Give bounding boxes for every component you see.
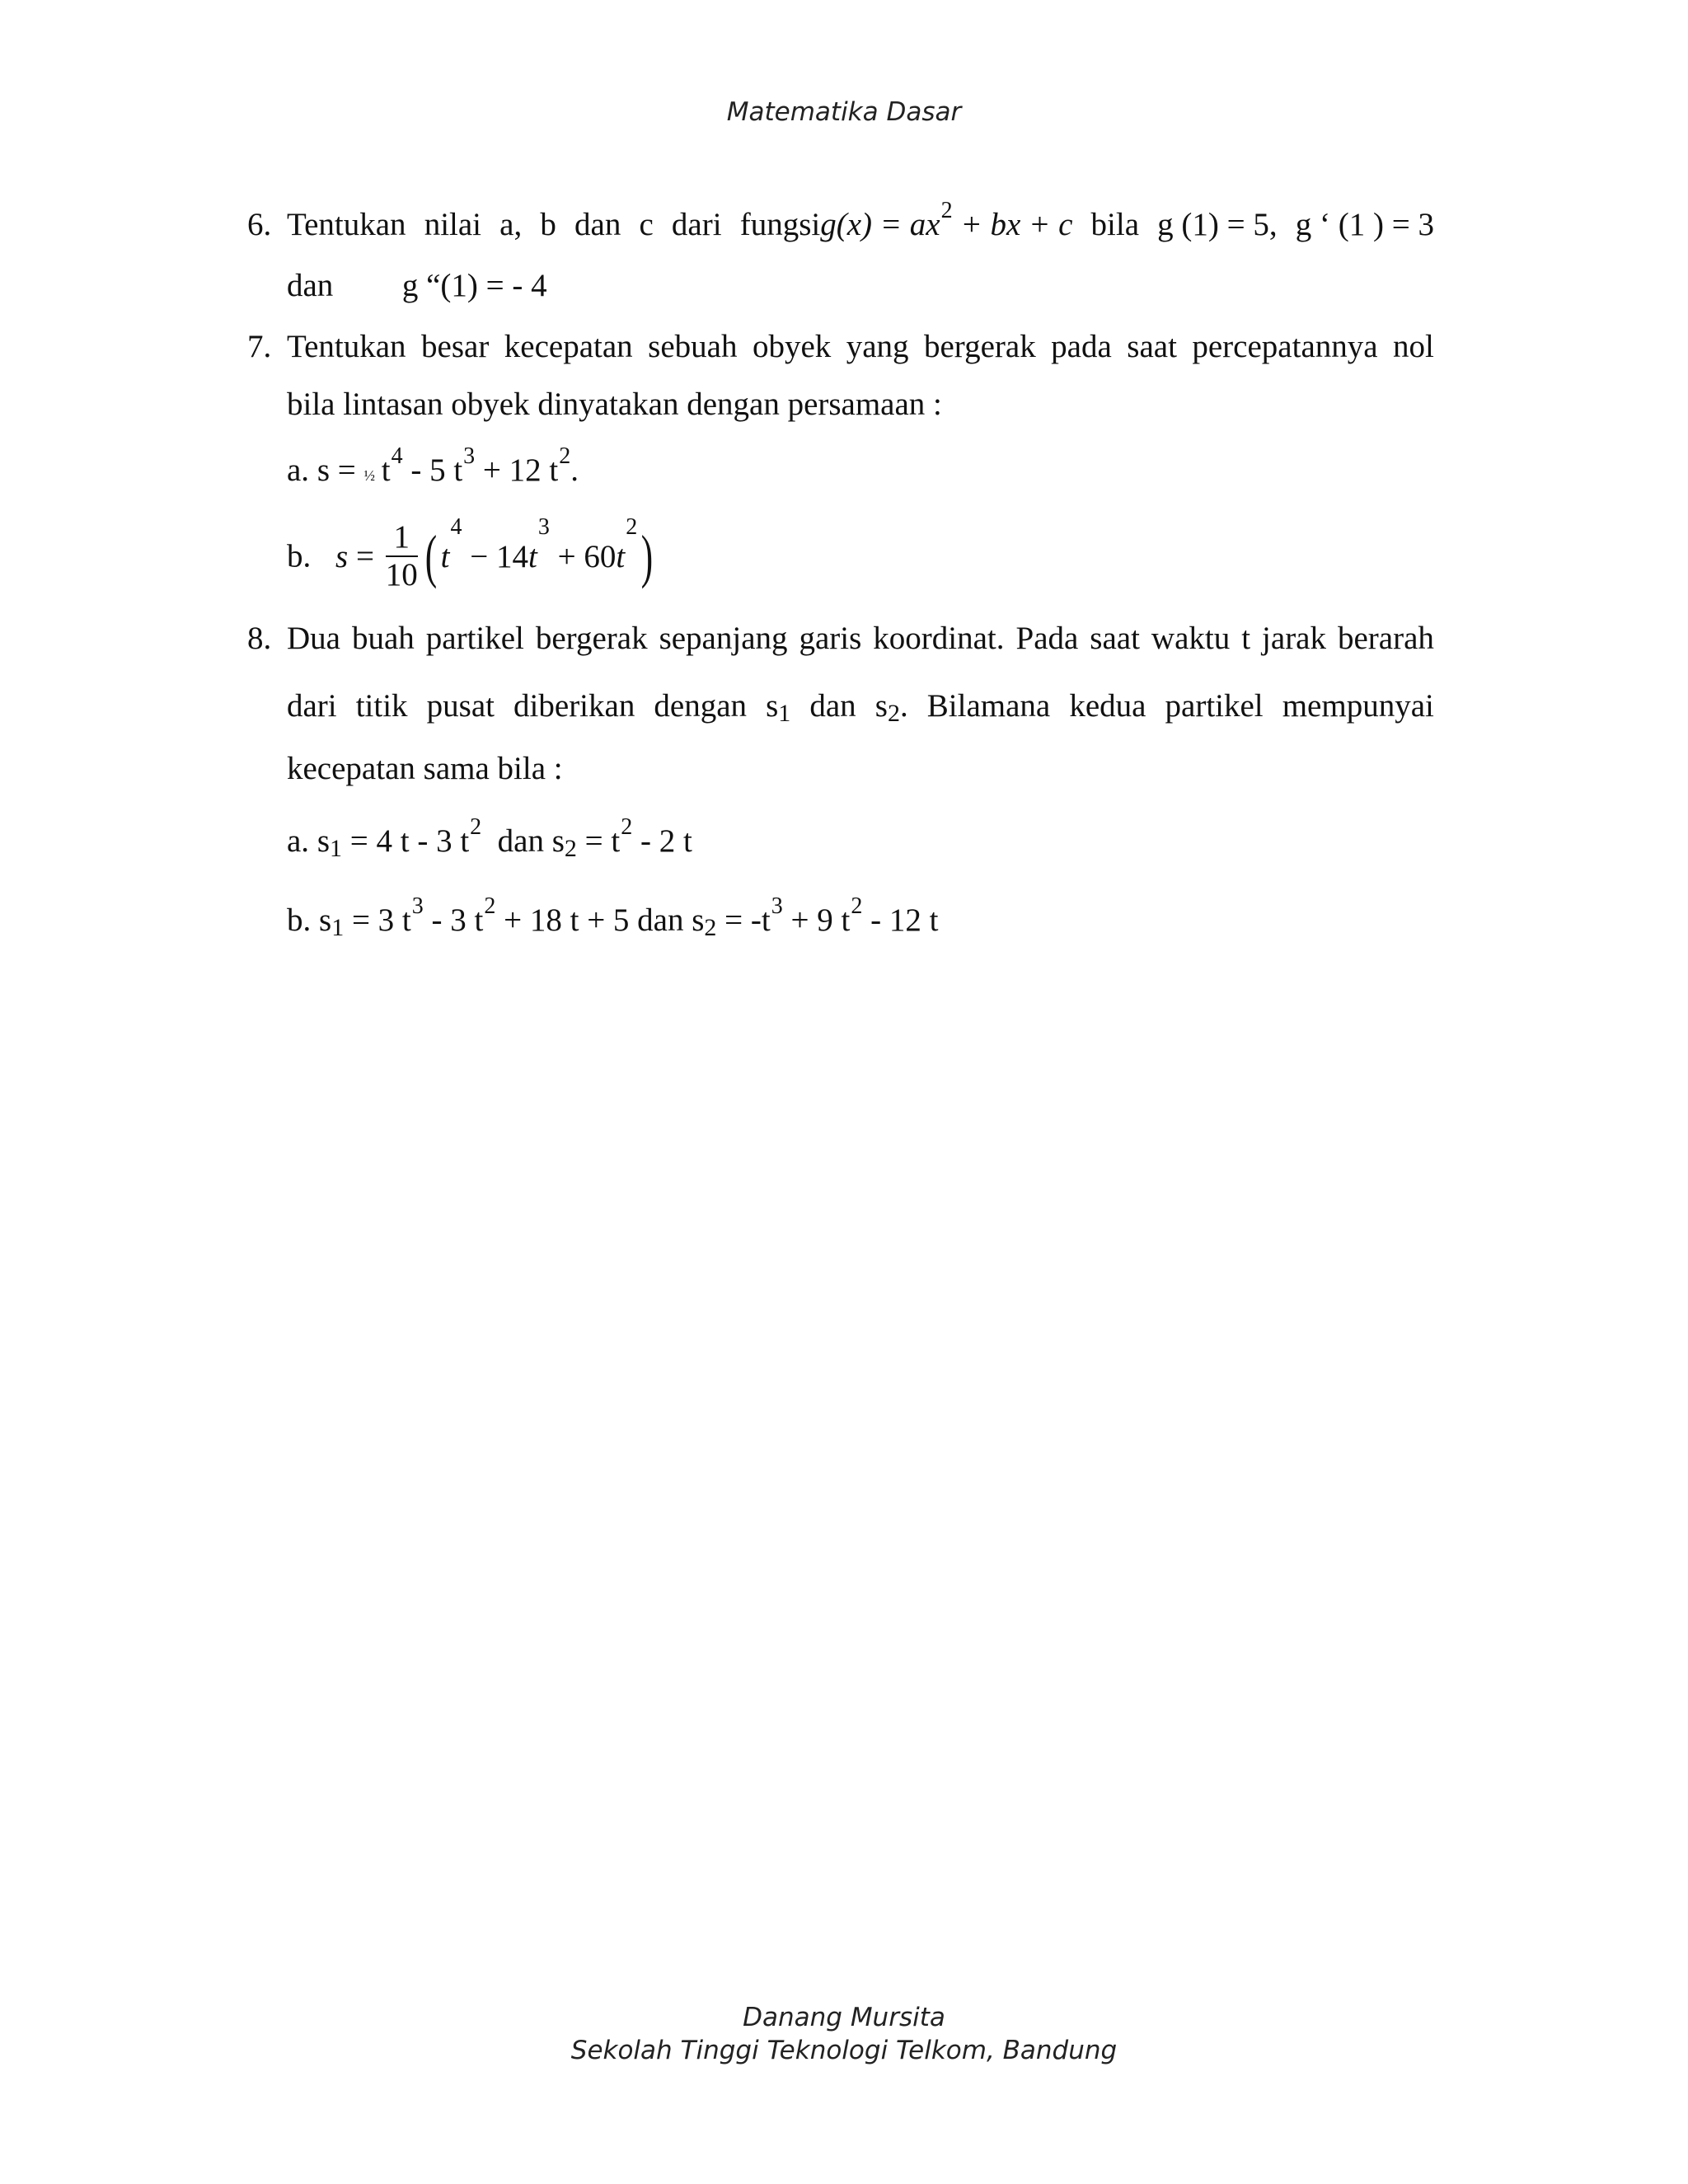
problem-8a: [287, 814, 692, 862]
problem-8-line-3: kecepatan sama bila :: [287, 751, 563, 786]
item-label: b.: [287, 538, 312, 574]
math-text: + 18 t + 5 dan s: [495, 902, 705, 938]
word: dan: [574, 207, 621, 242]
subscript: 1: [331, 914, 345, 941]
word: bergerak: [924, 329, 1036, 364]
word: nol: [1393, 329, 1434, 364]
word: bergerak: [535, 621, 648, 656]
problem-8-line-2: [287, 687, 1434, 727]
math-text: - 2 t: [632, 823, 692, 859]
word: percepatannya: [1192, 329, 1378, 364]
exponent: 4: [391, 443, 403, 469]
problem-6-line-1: [287, 198, 1434, 243]
exponent: 2: [626, 513, 638, 540]
math-text: =: [348, 538, 382, 574]
math-fx-rest: + bx + c: [952, 207, 1073, 242]
footer-author: Danang Mursita: [743, 2003, 945, 2032]
math-var: s: [335, 538, 349, 574]
fraction-numerator: 1: [386, 519, 418, 557]
exponent: 4: [450, 513, 462, 540]
item-label: a.: [287, 452, 310, 488]
math-var: s: [319, 902, 332, 938]
math-text: t: [373, 452, 391, 488]
exponent: 3: [411, 893, 424, 919]
left-paren: (: [424, 523, 437, 589]
word: jarak: [1262, 621, 1326, 656]
exponent: 3: [463, 443, 476, 469]
math-text: dan s: [481, 823, 565, 859]
subscript: 2: [887, 700, 900, 727]
problem-7-line-1: [287, 328, 1434, 365]
math-var: s: [766, 688, 779, 724]
math-text: s =: [316, 452, 364, 488]
math-text: + 12 t: [475, 452, 559, 488]
math-var: s: [316, 823, 330, 859]
page-header: Matematika Dasar: [726, 97, 962, 127]
math-text: - 12 t: [862, 902, 939, 938]
word: pada: [1051, 329, 1112, 364]
math-text: = 4 t - 3 t: [342, 823, 470, 859]
condition-text: g “(1) = - 4: [401, 268, 547, 303]
polynomial: [440, 513, 638, 574]
problem-number: 7.: [247, 329, 272, 364]
math-var: t: [440, 538, 450, 574]
word: dengan: [654, 688, 748, 724]
subscript: 1: [330, 835, 342, 862]
function-expression: [739, 198, 1073, 243]
word: g (1) = 5,: [1157, 207, 1278, 242]
math-text: .: [570, 452, 579, 488]
item-label: a.: [287, 823, 310, 859]
word: c: [639, 207, 654, 242]
exponent: 2: [621, 814, 633, 840]
word: obyek: [752, 329, 832, 364]
math-text: - 3 t: [423, 902, 484, 938]
word: a,: [499, 207, 523, 242]
subscript: 2: [704, 914, 717, 941]
word: titik: [355, 688, 408, 724]
math-fx: g(x) = ax: [820, 207, 940, 242]
word: Dua: [287, 621, 340, 656]
word: nilai: [424, 207, 482, 242]
word: dari: [671, 207, 722, 242]
word: waktu: [1151, 621, 1231, 656]
math-text: = 3 t: [344, 902, 411, 938]
word: Tentukan: [287, 329, 406, 364]
word: Bilamana: [926, 688, 1051, 724]
problem-number: 6.: [247, 207, 272, 242]
problem-6-line-2: [287, 267, 547, 304]
math-text: + 9 t: [782, 902, 851, 938]
word: dan: [809, 688, 856, 724]
s1-symbol: [766, 687, 791, 727]
word: kedua: [1069, 688, 1146, 724]
word: sepanjang: [659, 621, 788, 656]
exponent: 2: [940, 198, 953, 223]
word: garis: [799, 621, 862, 656]
word: partikel: [1165, 688, 1264, 724]
word: saat: [1090, 621, 1140, 656]
footer-institution: Sekolah Tinggi Teknologi Telkom, Bandung: [570, 2036, 1118, 2065]
problem-number: 8.: [247, 621, 272, 656]
word: fungsi: [739, 207, 821, 242]
math-text: − 14: [462, 538, 529, 574]
math-text: = -t: [716, 902, 771, 938]
math-text: - 5 t: [402, 452, 463, 488]
exponent: 3: [771, 893, 783, 919]
word: bila: [1090, 207, 1140, 242]
exponent: 3: [537, 513, 550, 540]
word: Tentukan: [287, 207, 406, 242]
problem-7-line-2: bila lintasan obyek dinyatakan dengan persamaan :: [287, 387, 942, 422]
word: dari: [287, 688, 337, 724]
problem-7b: [287, 513, 657, 593]
right-paren: ): [641, 523, 654, 589]
s2-symbol: [874, 687, 908, 727]
word: t: [1241, 621, 1251, 656]
page-footer: [0, 2001, 1688, 2067]
problem-8-line-1: [287, 620, 1434, 657]
word: koordinat.: [873, 621, 1005, 656]
word: diberikan: [513, 688, 635, 724]
word: saat: [1127, 329, 1177, 364]
word: kecepatan: [504, 329, 633, 364]
word: besar: [421, 329, 490, 364]
word: sebuah: [648, 329, 738, 364]
subscript: 2: [564, 835, 577, 862]
math-var: t: [616, 538, 626, 574]
word: yang: [846, 329, 909, 364]
math-var: t: [528, 538, 537, 574]
math-var: s: [874, 688, 888, 724]
exponent: 2: [559, 443, 571, 469]
word: pusat: [426, 688, 495, 724]
exponent: 2: [851, 893, 863, 919]
fraction-half: ½: [363, 467, 373, 484]
word: mempunyai: [1282, 688, 1434, 724]
math-text: = t: [576, 823, 621, 859]
word: dan: [287, 268, 334, 303]
word: buah: [351, 621, 415, 656]
fraction-denominator: 10: [385, 557, 418, 593]
word: Pada: [1015, 621, 1079, 656]
word: g ‘ (1 ) = 3: [1295, 207, 1434, 242]
item-label: b.: [287, 902, 312, 938]
word: partikel: [425, 621, 524, 656]
exponent: 2: [484, 893, 496, 919]
punctuation: .: [899, 688, 908, 724]
word: berarah: [1337, 621, 1434, 656]
problem-7a: [287, 443, 579, 489]
math-text: + 60: [549, 538, 617, 574]
problem-8b: [287, 893, 939, 941]
subscript: 1: [778, 700, 791, 727]
fraction: [386, 519, 418, 593]
exponent: 2: [470, 814, 482, 840]
word: b: [540, 207, 556, 242]
